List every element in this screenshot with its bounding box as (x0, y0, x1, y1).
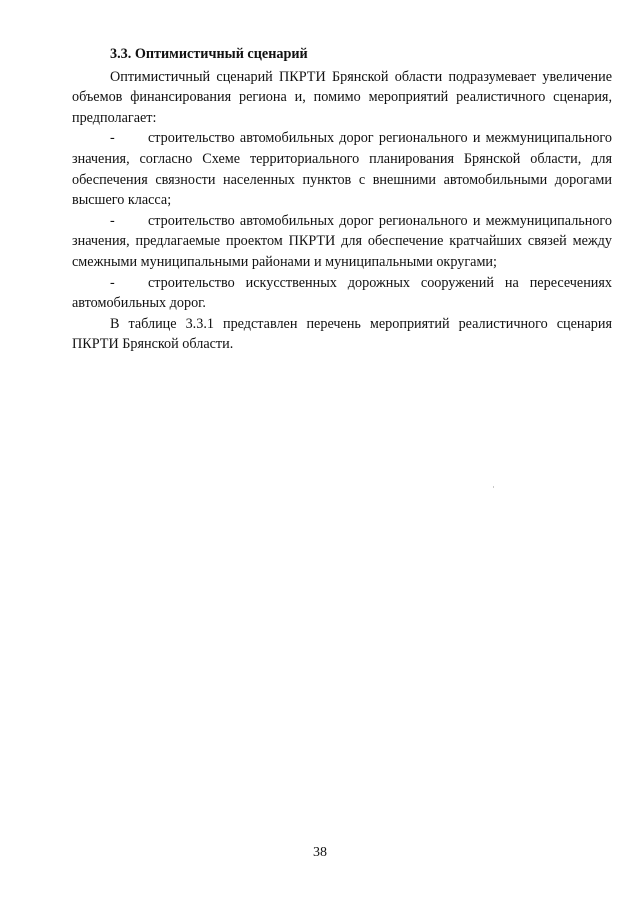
scan-speck (493, 486, 494, 488)
page-number: 38 (313, 845, 327, 860)
bullet-dash: - (110, 274, 115, 291)
bullet-text: строительство автомобильных дорог регионального и межмуниципального значения, предлагаемые проектом ПКРТИ для обеспечение кратчайших связей между смежными муниципальными районами и муниципальными округами; (72, 212, 612, 270)
intro-paragraph: Оптимистичный сценарий ПКРТИ Брянской области подразумевает увеличение объемов финансирования региона и, помимо мероприятий реалистичного сценария, предполагает: (72, 68, 612, 126)
section-heading: 3.3. Оптимистичный сценарий (110, 46, 308, 62)
bullet-text: строительство автомобильных дорог регионального и межмуниципального значения, согласно Схеме территориального планирования Брянской области, для обеспечения связности населенных пунктов с внешними автомобильными дорогами высшего класса; (72, 130, 612, 209)
bullet-item-1 (72, 128, 612, 210)
bullet-item-3 (72, 273, 612, 314)
bullet-item-2 (72, 211, 612, 273)
closing-paragraph: В таблице 3.3.1 представлен перечень мероприятий реалистичного сценария ПКРТИ Брянской области. (72, 315, 612, 353)
bullet-dash: - (110, 212, 115, 229)
document-body (72, 44, 612, 355)
bullet-dash: - (110, 130, 115, 147)
bullet-text: строительство искусственных дорожных сооружений на пересечениях автомобильных дорог. (72, 274, 612, 312)
